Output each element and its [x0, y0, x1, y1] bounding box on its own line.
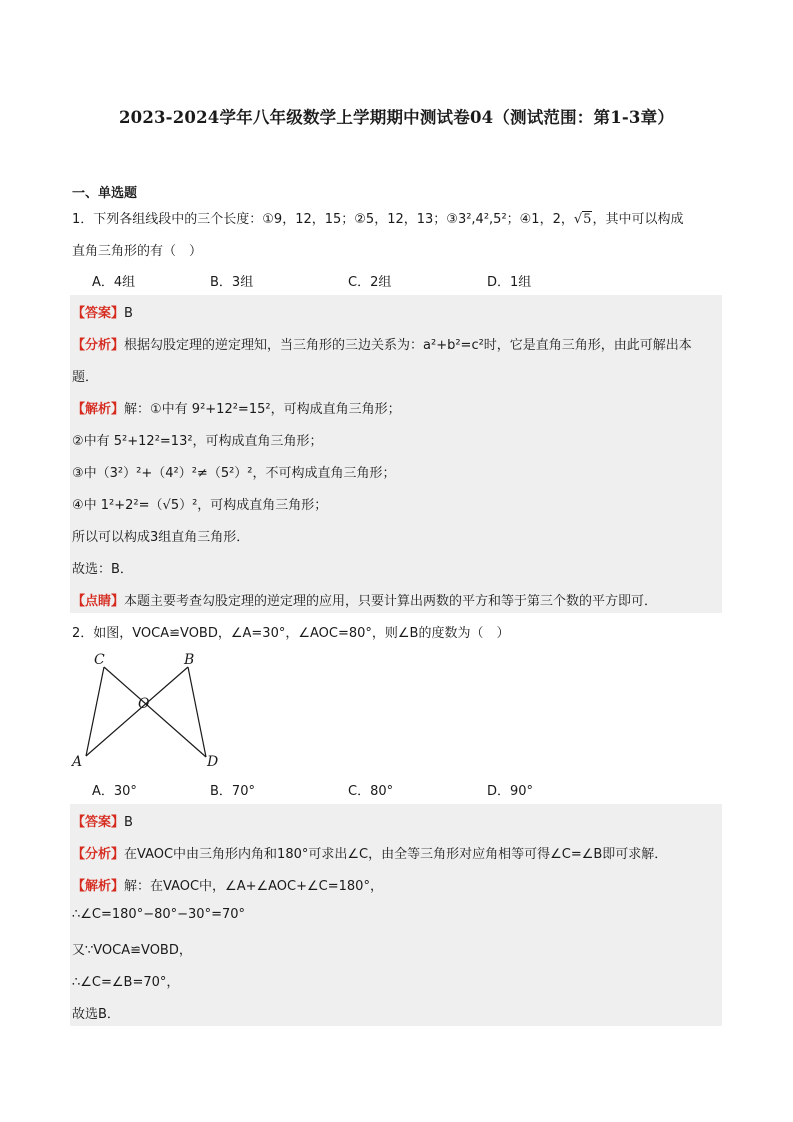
solution-tag: 【解析】 [72, 879, 125, 894]
geometry-figure [70, 646, 230, 770]
q2-solution-line: ∴∠C=180°−80°−30°=70° [72, 907, 246, 922]
q1-solution-line: ③中（3²）²+（4²）²≠（5²）²，不可构成直角三角形； [72, 466, 396, 481]
q1-solution-line: 故选：B． [72, 562, 133, 577]
q2-analysis: 【分析】在VAOC中由三角形内角和180°可求出∠C，由全等三角形对应角相等可得∠C=∠B即可求解． [72, 847, 668, 862]
q1-analysis: 【分析】根据勾股定理的逆定理知，当三角形的三边关系为：a²+b²=c²时，它是直角三角形，由此可解出本 [72, 338, 692, 353]
q2-solution-line: 又∵VOCA≌VOBD， [72, 943, 192, 958]
solution-tag: 【解析】 [72, 402, 125, 417]
q2-answer: 【答案】B [72, 815, 133, 830]
section-heading: 一、单选题 [72, 186, 138, 201]
q2-option-c: C．80° [348, 784, 394, 799]
q1-option-c: C．2组 [348, 275, 392, 290]
page-title: 2023-2024学年八年级数学上学期期中测试卷04（测试范围：第1-3章） [118, 108, 675, 127]
q2-option-d: D．90° [487, 784, 534, 799]
label-d: D [207, 754, 219, 770]
q1-option-a: A．4组 [92, 275, 136, 290]
q1-comment: 【点睛】本题主要考查勾股定理的逆定理的应用，只要计算出两数的平方和等于第三个数的平方即可． [72, 594, 658, 609]
q1-analysis-line2: 题． [72, 370, 99, 385]
q1-option-b: B．3组 [210, 275, 254, 290]
q2-solution: 【解析】解：在VAOC中，∠A+∠AOC+∠C=180°， [72, 879, 383, 894]
analysis-tag: 【分析】 [72, 847, 125, 862]
q2-solution-line: 故选B． [72, 1007, 120, 1022]
label-o: O [138, 696, 150, 712]
q2-stem: 2．如图，VOCA≌VOBD，∠A=30°，∠AOC=80°，则∠B的度数为（ ） [72, 626, 510, 641]
label-c: C [94, 652, 105, 668]
analysis-tag: 【分析】 [72, 338, 125, 353]
q1-stem-line2: 直角三角形的有（ ） [72, 244, 203, 259]
q1-stem-text: 1．下列各组线段中的三个长度：①9，12，15；②5，12，13；③3²,4²,5²；④1，2， [72, 212, 574, 227]
answer-tag: 【答案】 [72, 815, 125, 830]
q1-solution-line: ②中有 5²+12²=13²，可构成直角三角形； [72, 434, 323, 449]
q1-solution: 【解析】解：①中有 9²+12²=15²，可构成直角三角形； [72, 402, 401, 417]
sqrt-five: √5 [573, 212, 592, 227]
q1-answer: 【答案】B [72, 306, 133, 321]
comment-tag: 【点睛】 [72, 594, 125, 609]
q1-option-d: D．1组 [487, 275, 532, 290]
label-b: B [184, 652, 195, 668]
q2-option-a: A．30° [92, 784, 137, 799]
label-a: A [72, 754, 83, 770]
q1-solution-line: 所以可以构成3组直角三角形． [72, 530, 250, 545]
answer-tag: 【答案】 [72, 306, 125, 321]
q1-stem-end: ，其中可以构成 [592, 212, 684, 227]
q2-option-b: B．70° [210, 784, 255, 799]
q1-stem-line1 [72, 208, 683, 227]
q2-solution-line: ∴∠C=∠B=70°， [72, 975, 180, 990]
q1-solution-line: ④中 1²+2²=（√5）²，可构成直角三角形； [72, 498, 328, 513]
